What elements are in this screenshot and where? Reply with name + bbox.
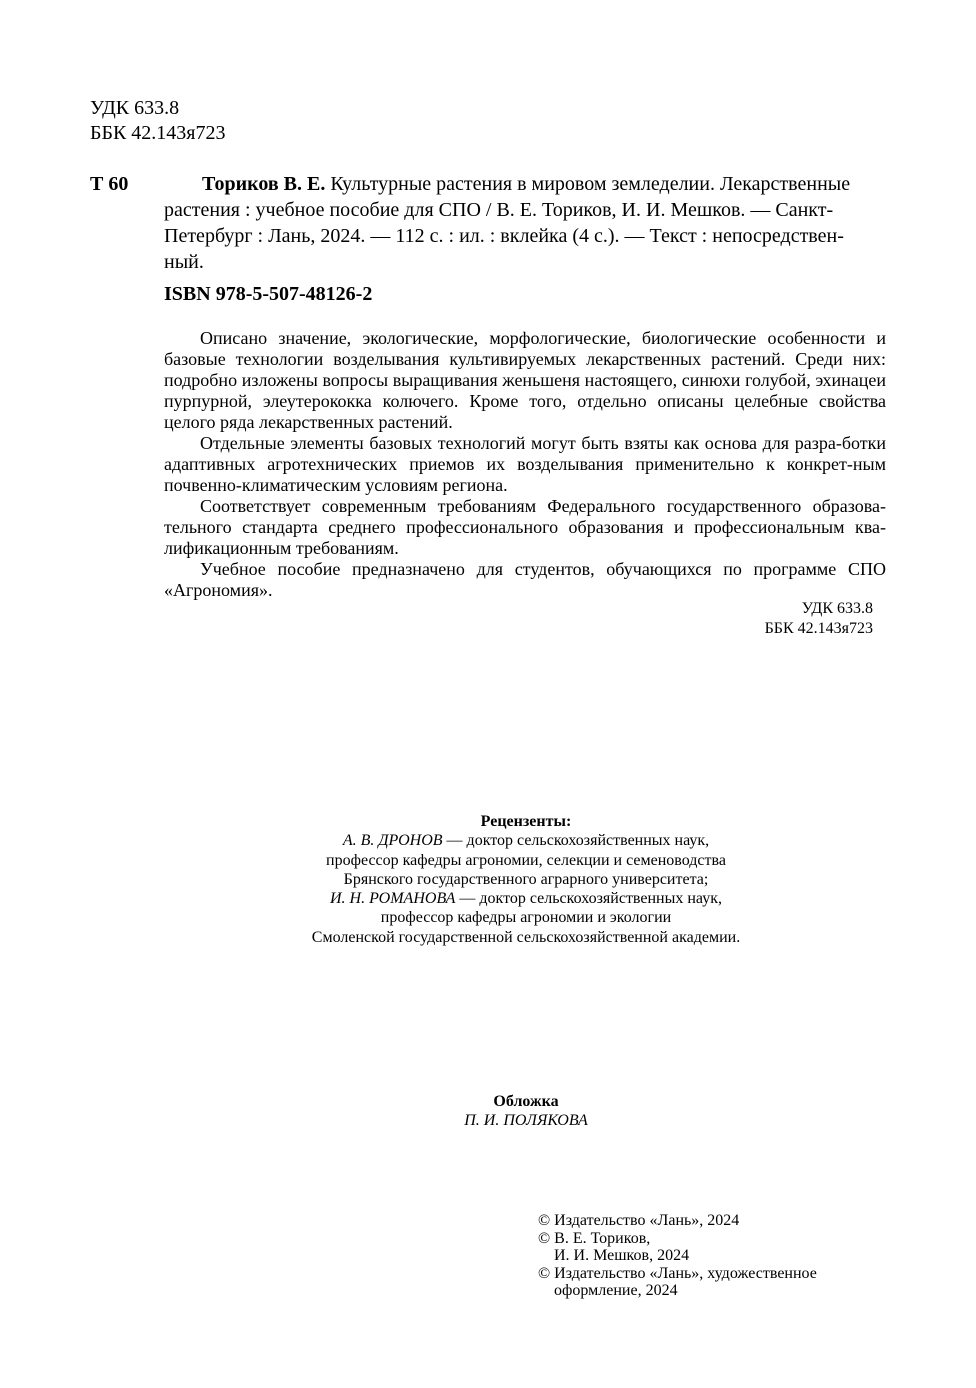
reviewer-2-position: профессор кафедры агрономии и экологии bbox=[380, 909, 672, 927]
abstract-text: Отдельные элементы базовых технологий могут быть взяты как основа для разра- bbox=[200, 433, 842, 453]
bbk-code: ББК 42.143я723 bbox=[90, 122, 226, 144]
reviewer-1 bbox=[188, 831, 864, 850]
reviewer-2-degree: — доктор сельскохозяйственных наук, bbox=[455, 890, 722, 908]
copyright-design: © Издательство «Лань», художественное bbox=[538, 1264, 817, 1282]
udk-bbk-footer bbox=[700, 599, 873, 639]
reviewer-1-degree: — доктор сельскохозяйственных наук, bbox=[442, 832, 710, 850]
reviewers-title: Рецензенты: bbox=[480, 813, 572, 830]
abstract-text: эхинацеи пурпурной, элеутерококка колючего. Кроме того, отдельно описаны целебные bbox=[164, 370, 886, 411]
copyright-authors: © В. Е. Ториков, bbox=[538, 1229, 651, 1247]
udk-code: УДК 633.8 bbox=[90, 97, 180, 119]
abstract-text: Соответствует современным требованиям Федерального государственного образова- bbox=[200, 496, 886, 516]
cover-title: Обложка bbox=[493, 1093, 559, 1110]
isbn: ISBN 978-5-507-48126-2 bbox=[164, 283, 373, 305]
cover-credit bbox=[188, 1092, 864, 1131]
abstract-text: ботки адаптивных агротехнических приемов их возделывания применительно к конкрет- bbox=[164, 433, 886, 474]
udk-code: УДК 633.8 bbox=[801, 600, 873, 617]
abstract-text: ным почвенно-климатическим условиям региона. bbox=[164, 454, 886, 495]
abstract-text: Описано значение, экологические, морфологические, биологические особенности и bbox=[200, 328, 886, 348]
abstract-text: тельного стандарта среднего профессионального образования и профессиональным ква- bbox=[164, 517, 886, 537]
abstract-text: «Агрономия». bbox=[164, 580, 273, 600]
copyright-publisher: © Издательство «Лань», 2024 bbox=[538, 1212, 740, 1229]
biblio-line-1 bbox=[164, 171, 886, 197]
reviewer-1-position: профессор кафедры агрономии, селекции и семеноводства bbox=[326, 851, 726, 869]
biblio-title: Культурные растения в мировом земледелии. Лекарственные bbox=[325, 173, 851, 195]
abstract bbox=[164, 328, 886, 601]
cover-designer: П. И. ПОЛЯКОВА bbox=[464, 1112, 588, 1130]
bibliographic-description bbox=[164, 171, 886, 275]
abstract-paragraph-2 bbox=[164, 433, 886, 496]
biblio-author: Ториков В. Е. bbox=[202, 173, 326, 195]
biblio-line-2: растения : учебное пособие для СПО / В. Е. Ториков, И. И. Мешков. — Санкт- bbox=[164, 199, 834, 221]
abstract-paragraph-4 bbox=[164, 559, 886, 601]
author-sign: Т 60 bbox=[90, 173, 129, 195]
reviewer-2 bbox=[188, 889, 864, 908]
biblio-line-4: ный. bbox=[164, 251, 204, 273]
reviewer-2-name: И. Н. РОМАНОВА bbox=[330, 890, 456, 908]
reviewer-1-name: А. В. ДРОНОВ bbox=[342, 832, 443, 850]
abstract-text: свойства целого ряда лекарственных растений. bbox=[164, 391, 886, 432]
bbk-code: ББК 42.143я723 bbox=[764, 620, 873, 637]
reviewer-1-affiliation: Брянского государственного аграрного университета; bbox=[343, 870, 709, 888]
copyright-authors-cont: И. И. Мешков, 2024 bbox=[554, 1247, 690, 1264]
udk-bbk-header bbox=[90, 96, 226, 146]
copyright-design-cont: оформление, 2024 bbox=[554, 1282, 678, 1299]
abstract-paragraph-3 bbox=[164, 496, 886, 559]
abstract-text: базовые технологии возделывания культивируемых лекарственных растений. Среди них: bbox=[164, 349, 886, 369]
copyright-block bbox=[538, 1212, 817, 1300]
abstract-paragraph-1 bbox=[164, 328, 886, 433]
abstract-text: лификационным требованиям. bbox=[164, 538, 399, 558]
reviewer-2-affiliation: Смоленской государственной сельскохозяйственной академии. bbox=[311, 928, 741, 946]
abstract-text: Учебное пособие предназначено для студентов, обучающихся по программе СПО bbox=[200, 559, 886, 579]
abstract-text: подробно изложены вопросы выращивания женьшеня настоящего, синюхи голубой, bbox=[164, 370, 811, 390]
biblio-line-3: Петербург : Лань, 2024. — 112 с. : ил. : вклейка (4 с.). — Текст : непосредствен- bbox=[164, 225, 844, 247]
reviewers-block bbox=[188, 812, 864, 947]
